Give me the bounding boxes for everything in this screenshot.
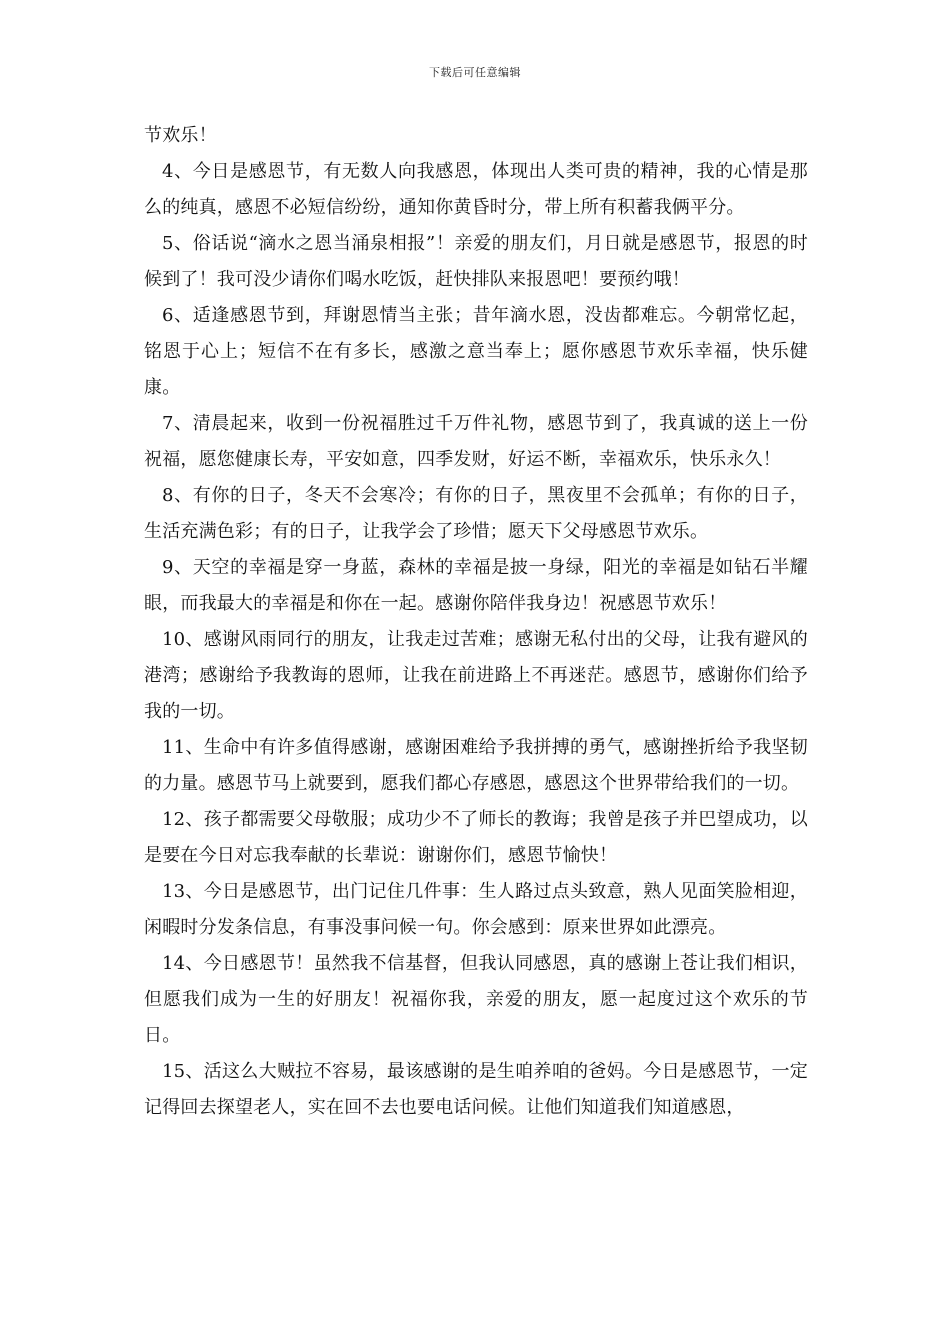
paragraph-item-14: 14、今日感恩节！虽然我不信基督，但我认同感恩，真的感谢上苍让我们相识，但愿我们成为一生的好朋友！祝福你我，亲爱的朋友，愿一起度过这个欢乐的节日。 — [144, 953, 808, 1046]
paragraph-continuation: 节欢乐！ — [144, 125, 217, 146]
paragraph-item-9: 9、天空的幸福是穿一身蓝，森林的幸福是披一身绿，阳光的幸福是如钻石半耀眼，而我最大的幸福是和你在一起。感谢你陪伴我身边！祝感恩节欢乐！ — [144, 557, 808, 614]
paragraph-item-4: 4、今日是感恩节，有无数人向我感恩，体现出人类可贵的精神，我的心情是那么的纯真，感恩不必短信纷纷，通知你黄昏时分，带上所有积蓄我俩平分。 — [144, 161, 808, 218]
paragraph-item-15: 15、活这么大贼拉不容易，最该感谢的是生咱养咱的爸妈。今日是感恩节，一定记得回去探望老人，实在回不去也要电话问候。让他们知道我们知道感恩， — [144, 1061, 808, 1118]
paragraph-item-8: 8、有你的日子，冬天不会寒冷；有你的日子，黑夜里不会孤单；有你的日子，生活充满色彩；有的日子，让我学会了珍惜；愿天下父母感恩节欢乐。 — [144, 485, 808, 542]
paragraph-item-11: 11、生命中有许多值得感谢，感谢困难给予我拼搏的勇气，感谢挫折给予我坚韧的力量。感恩节马上就要到，愿我们都心存感恩，感恩这个世界带给我们的一切。 — [144, 737, 808, 794]
paragraph-item-7: 7、清晨起来，收到一份祝福胜过千万件礼物，感恩节到了，我真诚的送上一份祝福，愿您健康长寿，平安如意，四季发财，好运不断，幸福欢乐，快乐永久！ — [144, 413, 808, 470]
paragraph-item-10: 10、感谢风雨同行的朋友，让我走过苦难；感谢无私付出的父母，让我有避风的港湾；感谢给予我教诲的恩师，让我在前进路上不再迷茫。感恩节，感谢你们给予我的一切。 — [144, 629, 808, 722]
paragraph-item-5: 5、俗话说“滴水之恩当涌泉相报”！亲爱的朋友们，月日就是感恩节，报恩的时候到了！我可没少请你们喝水吃饭，赶快排队来报恩吧！要预约哦！ — [144, 233, 808, 290]
document-body — [144, 118, 808, 1126]
paragraph-item-13: 13、今日是感恩节，出门记住几件事：生人路过点头致意，熟人见面笑脸相迎，闲暇时分发条信息，有事没事问候一句。你会感到：原来世界如此漂亮。 — [144, 881, 808, 938]
paragraph-item-6: 6、适逢感恩节到，拜谢恩情当主张；昔年滴水恩，没齿都难忘。今朝常忆起，铭恩于心上；短信不在有多长，感激之意当奉上；愿你感恩节欢乐幸福，快乐健康。 — [144, 305, 808, 398]
paragraph-item-12: 12、孩子都需要父母敬服；成功少不了师长的教诲；我曾是孩子并巴望成功，以是要在今日对忘我奉献的长辈说：谢谢你们，感恩节愉快！ — [144, 809, 808, 866]
page-header: 下载后可任意编辑 — [429, 66, 521, 79]
